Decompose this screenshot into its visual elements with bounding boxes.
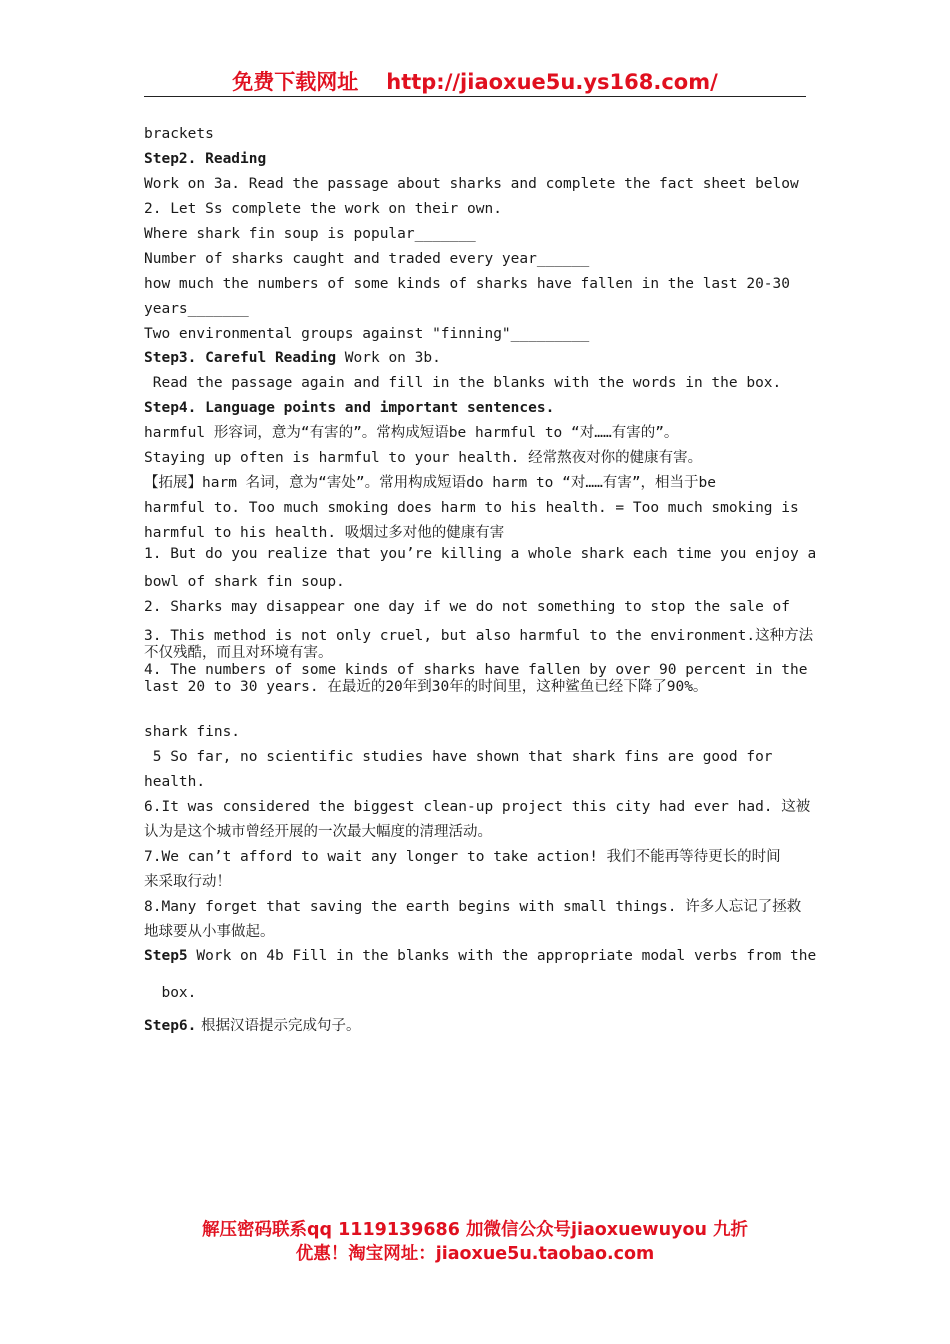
step6-text: 根据汉语提示完成句子。 bbox=[196, 1018, 361, 1034]
fact-sheet-item: Where shark fin soup is popular_______ bbox=[144, 226, 476, 242]
sentence-2: 2. Sharks may disappear one day if we do not something to stop the sale of bbox=[144, 599, 791, 615]
step2-heading: Step2. Reading bbox=[144, 151, 267, 167]
text-line: harmful to. Too much smoking does harm to his health. = Too much smoking is bbox=[144, 500, 799, 516]
step4-heading: Step4. Language points and important sentences. bbox=[144, 400, 555, 416]
step6-line bbox=[144, 1016, 361, 1036]
sentence-1: 1. But do you realize that you’re killing a whole shark each time you enjoy a bbox=[144, 546, 817, 562]
text-line: bowl of shark fin soup. bbox=[144, 574, 345, 590]
step5-line bbox=[144, 946, 816, 966]
step6-heading: Step6. bbox=[144, 1018, 197, 1034]
text-line: Work on 3a. Read the passage about sharks and complete the fact sheet below bbox=[144, 176, 799, 192]
footer-shop-line: 优惠！淘宝网址：jiaoxue5u.taobao.com bbox=[295, 1244, 655, 1264]
text-line: 【拓展】harm 名词，意为“害处”。常用构成短语do harm to “对……有害”，相当于be bbox=[144, 475, 717, 491]
text-line: 认为是这个城市曾经开展的一次最大幅度的清理活动。 bbox=[144, 824, 492, 840]
header-url-link[interactable]: http://jiaoxue5u.ys168.com/ bbox=[386, 70, 718, 94]
text-line: brackets bbox=[144, 126, 214, 142]
sentence-6: 6.It was considered the biggest clean-up project this city had ever had. 这被 bbox=[144, 799, 811, 815]
text-line: 不仅残酷，而且对环境有害。 bbox=[144, 645, 333, 661]
text-line: Read the passage again and fill in the blanks with the words in the box. bbox=[144, 375, 782, 391]
sentence-5: 5 So far, no scientific studies have shown that shark fins are good for bbox=[144, 749, 773, 765]
step3-line bbox=[144, 348, 441, 368]
fact-sheet-item: Two environmental groups against "finning"_________ bbox=[144, 326, 590, 342]
text-line: shark fins. bbox=[144, 724, 241, 740]
fact-sheet-item: years_______ bbox=[144, 301, 249, 317]
text-line: health. bbox=[144, 774, 206, 790]
text-line: harmful to his health. 吸烟过多对他的健康有害 bbox=[144, 525, 505, 541]
text-line: Staying up often is harmful to your health. 经常熬夜对你的健康有害。 bbox=[144, 450, 703, 466]
page-footer bbox=[144, 1218, 806, 1266]
text-line: 来采取行动！ bbox=[144, 874, 231, 890]
step3-text: Work on 3b. bbox=[336, 350, 441, 366]
sentence-7: 7.We can’t afford to wait any longer to take action! 我们不能再等待更长的时间 bbox=[144, 849, 781, 865]
text-line: box. bbox=[144, 985, 197, 1001]
step5-text: Work on 4b Fill in the blanks with the appropriate modal verbs from the bbox=[187, 948, 817, 964]
footer-password-line: 解压密码联系qq 1119139686 加微信公众号jiaoxuewuyou 九折 bbox=[201, 1220, 749, 1240]
header-download-label: 免费下载网址 bbox=[232, 70, 359, 94]
sentence-3: 3. This method is not only cruel, but also harmful to the environment.这种方法 bbox=[144, 628, 814, 644]
sentence-8: 8.Many forget that saving the earth begins with small things. 许多人忘记了拯救 bbox=[144, 899, 802, 915]
text-line: last 20 to 30 years. 在最近的20年到30年的时间里，这种鲨鱼已经下降了90%。 bbox=[144, 679, 708, 695]
text-line: 2. Let Ss complete the work on their own. bbox=[144, 201, 502, 217]
text-line: 地球要从小事做起。 bbox=[144, 924, 275, 940]
step5-heading: Step5 bbox=[144, 948, 188, 964]
text-line: harmful 形容词，意为“有害的”。常构成短语be harmful to “对……有害的”。 bbox=[144, 425, 679, 441]
sentence-4: 4. The numbers of some kinds of sharks have fallen by over 90 percent in the bbox=[144, 662, 808, 678]
fact-sheet-item: Number of sharks caught and traded every year______ bbox=[144, 251, 590, 267]
fact-sheet-item: how much the numbers of some kinds of sharks have fallen in the last 20-30 bbox=[144, 276, 791, 292]
page-header bbox=[144, 66, 806, 97]
step3-heading: Step3. Careful Reading bbox=[144, 350, 337, 366]
